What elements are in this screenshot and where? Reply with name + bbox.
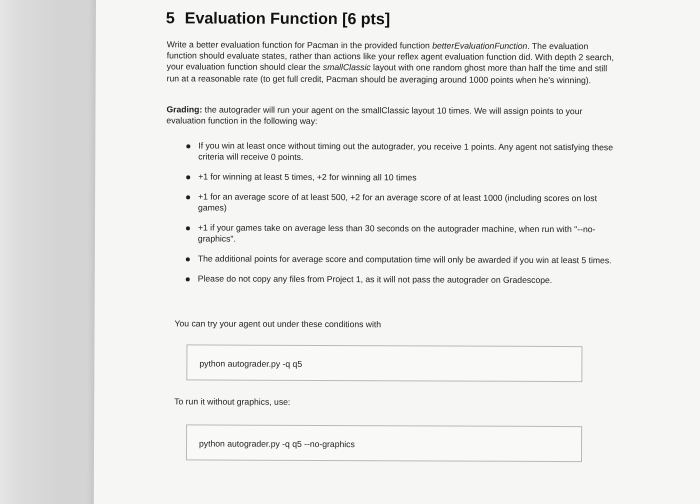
layout-name: smallClassic xyxy=(322,62,371,73)
code-command: python autograder.py -q q5 xyxy=(199,358,303,369)
function-name: betterEvaluationFunction xyxy=(432,40,528,51)
intro-text-1: Write a better evaluation function for Pacman in the provided function xyxy=(166,39,433,51)
section-number: 5 xyxy=(165,10,175,28)
list-item: The additional points for average score and computation time will only be awarded if you win at least 5 times. xyxy=(185,253,615,266)
grading-label: Grading: xyxy=(166,104,203,115)
list-item: If you win at least once without timing out the autograder, you receive 1 points. Any agent not satisfying these criteria will receive 0 points. xyxy=(185,140,615,164)
document-page xyxy=(94,0,700,504)
intro-text-3: layout with one random ghost more than half the time and still run at a reasonable rate (to get full credit, Pacman should be averaging around 1000 points when he's winning). xyxy=(166,62,608,85)
grading-text: the autograder will run your agent on the smallClassic layout 10 times. We will assign points to your evaluation function in the following way: xyxy=(166,104,583,127)
code-block-no-graphics xyxy=(186,424,582,462)
section-heading xyxy=(166,10,390,29)
code-command: python autograder.py -q q5 --no-graphics xyxy=(199,438,355,450)
list-item: +1 for an average score of at least 500, +2 for an average score of at least 1000 (including scores on lost games) xyxy=(185,191,615,215)
list-item: +1 for winning at least 5 times, +2 for winning all 10 times xyxy=(185,171,615,184)
code-block-autograder xyxy=(186,344,582,382)
intro-paragraph xyxy=(167,39,617,86)
no-graphics-note: To run it without graphics, use: xyxy=(174,396,291,407)
list-item: +1 if your games take on average less than 30 seconds on the autograder machine, when run with "--no-graphics". xyxy=(185,222,615,246)
grading-criteria-list xyxy=(185,140,616,295)
try-agent-note: You can try your agent out under these conditions with xyxy=(174,318,382,330)
intro-text-2: . The evaluation function should evaluate states, rather than actions like your reflex agent evaluation function did. With depth 2 search, your evaluation function should clear the xyxy=(166,40,614,73)
list-item: Please do not copy any files from Project 1, as it will not pass the autograder on Gradescope. xyxy=(185,273,615,286)
grading-paragraph xyxy=(166,104,616,128)
section-title: Evaluation Function [6 pts] xyxy=(184,10,391,29)
